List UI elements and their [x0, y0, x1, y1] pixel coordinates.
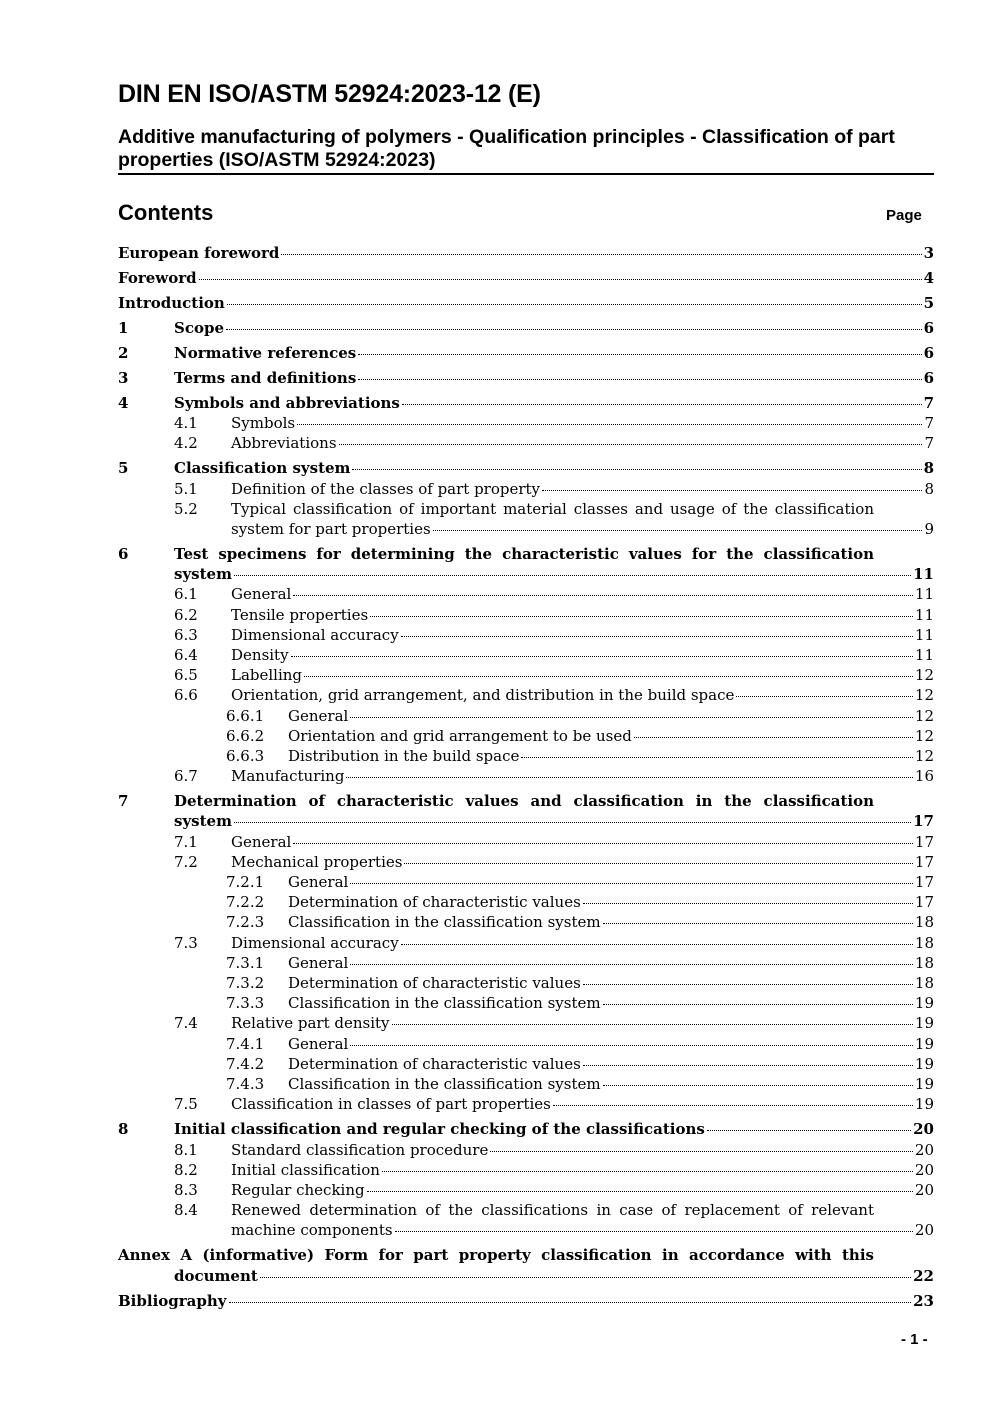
toc-entry[interactable] — [118, 243, 934, 263]
dot-leader — [293, 595, 913, 596]
toc-entry-page: 4 — [923, 269, 934, 287]
toc-entry-page: 17 — [913, 812, 934, 831]
toc-entry-title: European foreword — [118, 244, 280, 262]
toc-entry[interactable] — [118, 892, 934, 912]
dot-leader — [293, 843, 913, 844]
toc-entry-number: 3 — [118, 369, 129, 387]
toc-entry[interactable] — [118, 791, 934, 831]
dot-leader — [583, 903, 913, 904]
toc-entry-page: 12 — [914, 686, 934, 705]
toc-entry-title: Symbols and abbreviations — [174, 394, 400, 412]
toc-entry-page: 20 — [914, 1160, 934, 1179]
toc-entry-page: 8 — [923, 459, 934, 478]
toc-entry[interactable] — [118, 368, 934, 388]
toc-entry[interactable] — [118, 726, 934, 746]
toc-entry-number: 7.2 — [174, 852, 198, 871]
toc-entry[interactable] — [118, 953, 934, 973]
toc-entry-title: Determination of characteristic values — [288, 974, 581, 993]
toc-entry-page: 12 — [914, 706, 934, 725]
toc-entry[interactable] — [118, 343, 934, 363]
toc-entry[interactable] — [118, 499, 934, 539]
toc-entry-title: system — [174, 565, 232, 584]
toc-entry-title: Scope — [174, 319, 225, 337]
dot-leader — [395, 1231, 913, 1232]
toc-entry-title: Classification in the classification system — [288, 994, 601, 1013]
contents-heading: Contents — [118, 200, 214, 225]
dot-leader — [199, 279, 922, 280]
toc-entry-number: 6.2 — [174, 605, 198, 624]
toc-entry-page: 19 — [914, 1095, 934, 1114]
toc-entry-page: 20 — [913, 1120, 934, 1139]
toc-entry-number: 7.4.1 — [226, 1034, 265, 1053]
dot-leader — [297, 424, 922, 425]
toc-entry-number: 7.4 — [174, 1014, 198, 1033]
dot-leader — [370, 616, 913, 617]
toc-entry-number: 8.4 — [174, 1201, 198, 1220]
toc-entry-title: General — [288, 873, 349, 892]
toc-entry-title-line: Renewed determination of the classifications in case of replacement of relevant — [231, 1201, 874, 1220]
toc-entry-number: 6 — [118, 545, 129, 564]
toc-entry[interactable] — [118, 584, 934, 604]
toc-entry[interactable] — [118, 458, 934, 478]
toc-entry-title: Terms and definitions — [174, 369, 357, 387]
toc-entry-title: Initial classification — [231, 1160, 380, 1179]
toc-entry-number: 5.2 — [174, 499, 198, 518]
toc-entry-page: 12 — [914, 726, 934, 745]
document-title: DIN EN ISO/ASTM 52924:2023-12 (E) — [118, 80, 541, 108]
toc-entry[interactable] — [118, 665, 934, 685]
toc-entry-title: Definition of the classes of part property — [231, 479, 541, 498]
toc-entry[interactable] — [118, 766, 934, 786]
toc-entry-page: 19 — [914, 1034, 934, 1053]
toc-entry[interactable] — [118, 1291, 934, 1311]
toc-entry-number: 8.3 — [174, 1180, 198, 1199]
toc-entry-number: 8 — [118, 1120, 129, 1139]
dot-leader — [229, 1302, 912, 1303]
toc-entry-page: 17 — [914, 832, 934, 851]
toc-entry-number: 7.2.3 — [226, 913, 265, 932]
toc-entry-title: Relative part density — [231, 1014, 390, 1033]
toc-entry-title: Classification system — [174, 459, 351, 478]
toc-entry-number: 6.4 — [174, 646, 198, 665]
dot-leader — [350, 1045, 913, 1046]
toc-entry-number: 7.5 — [174, 1095, 198, 1114]
dot-leader — [603, 923, 913, 924]
dot-leader — [490, 1151, 913, 1152]
page-column-label: Page — [886, 207, 922, 224]
toc-entry-title: General — [288, 1034, 349, 1053]
toc-entry-page: 11 — [914, 585, 934, 604]
toc-entry-number: 6.1 — [174, 585, 198, 604]
toc-entry-page: 19 — [914, 1075, 934, 1094]
toc-entry-title: Dimensional accuracy — [231, 625, 399, 644]
toc-entry-page: 9 — [924, 520, 934, 539]
toc-entry-number: 6.7 — [174, 767, 198, 786]
dot-leader — [291, 656, 913, 657]
toc-entry[interactable] — [118, 933, 934, 953]
toc-entry[interactable] — [118, 1160, 934, 1180]
toc-entry-page: 6 — [923, 344, 934, 362]
toc-entry-number: 2 — [118, 344, 129, 362]
toc-entry-title-line: Test specimens for determining the characteristic values for the classification — [174, 545, 874, 564]
toc-entry-title-line: Annex A (informative) Form for part property classification in accordance with this — [118, 1246, 874, 1265]
toc-entry[interactable] — [118, 1200, 934, 1240]
toc-entry-title: General — [231, 832, 292, 851]
dot-leader — [260, 1277, 911, 1278]
toc-entry[interactable] — [118, 479, 934, 499]
dot-leader — [542, 490, 922, 491]
toc-entry-title: Bibliography — [118, 1291, 227, 1310]
dot-leader — [392, 1024, 913, 1025]
toc-entry-page: 20 — [914, 1180, 934, 1199]
toc-entry-number: 4.2 — [174, 434, 198, 453]
toc-entry-number: 7.4.3 — [226, 1075, 265, 1094]
toc-entry[interactable] — [118, 268, 934, 288]
toc-entry-title: Introduction — [118, 294, 225, 312]
toc-entry[interactable] — [118, 1119, 934, 1139]
toc-entry-number: 5.1 — [174, 479, 198, 498]
toc-entry-number: 7.4.2 — [226, 1054, 265, 1073]
toc-entry-number: 8.1 — [174, 1140, 198, 1159]
toc-entry-title: Initial classification and regular checking of the classifications — [174, 1120, 705, 1139]
toc-entry-page: 17 — [914, 893, 934, 912]
toc-entry-page: 18 — [914, 974, 934, 993]
toc-entry-number: 6.6.3 — [226, 747, 265, 766]
toc-entry-title: Labelling — [231, 666, 303, 685]
toc-entry-page: 17 — [914, 873, 934, 892]
toc-entry-page: 6 — [923, 369, 934, 387]
toc-entry-number: 7 — [118, 792, 129, 811]
toc-entry-number: 7.3.3 — [226, 994, 265, 1013]
dot-leader — [402, 404, 922, 405]
toc-entry-title: Determination of characteristic values — [288, 1054, 581, 1073]
toc-entry-title: Abbreviations — [231, 434, 337, 453]
toc-entry-title: system — [174, 812, 232, 831]
toc-entry-page: 20 — [914, 1140, 934, 1159]
toc-entry-title: system for part properties — [231, 520, 431, 539]
toc-entry-title: Classification in the classification system — [288, 1075, 601, 1094]
toc-entry-page: 11 — [914, 646, 934, 665]
dot-leader — [583, 1065, 913, 1066]
toc-entry[interactable] — [118, 1180, 934, 1200]
toc-entry-title-line: Typical classification of important material classes and usage of the classification — [231, 499, 874, 518]
toc-entry-number: 1 — [118, 319, 129, 337]
toc-entry-page: 18 — [914, 953, 934, 972]
dot-leader — [358, 379, 921, 380]
toc-entry-page: 11 — [914, 625, 934, 644]
table-of-contents — [118, 243, 934, 1311]
dot-leader — [603, 1004, 913, 1005]
toc-entry[interactable] — [118, 1034, 934, 1054]
toc-entry[interactable] — [118, 413, 934, 433]
toc-entry-page: 17 — [914, 852, 934, 871]
toc-entry[interactable] — [118, 645, 934, 665]
dot-leader — [433, 530, 923, 531]
toc-entry-number: 6.6 — [174, 686, 198, 705]
toc-entry-title: Manufacturing — [231, 767, 345, 786]
toc-entry-page: 8 — [924, 479, 934, 498]
toc-entry-title: Symbols — [231, 414, 296, 433]
toc-entry[interactable] — [118, 1013, 934, 1033]
dot-leader — [634, 737, 913, 738]
dot-leader — [404, 863, 912, 864]
toc-entry-number: 6.6.1 — [226, 706, 265, 725]
dot-leader — [603, 1085, 913, 1086]
toc-entry[interactable] — [118, 1140, 934, 1160]
dot-leader — [339, 444, 923, 445]
page-number: - 1 - — [901, 1331, 928, 1348]
toc-entry-page: 11 — [913, 565, 934, 584]
toc-entry-title: Orientation, grid arrangement, and distribution in the build space — [231, 686, 735, 705]
toc-entry-page: 11 — [914, 605, 934, 624]
toc-entry[interactable] — [118, 912, 934, 932]
toc-entry-number: 8.2 — [174, 1160, 198, 1179]
toc-entry[interactable] — [118, 318, 934, 338]
toc-entry-title: Mechanical properties — [231, 852, 403, 871]
dot-leader — [401, 636, 913, 637]
toc-entry-number: 5 — [118, 459, 129, 478]
document-subtitle: Additive manufacturing of polymers - Qualification principles - Classification of part properties (ISO/ASTM 52924:2023) — [118, 126, 934, 175]
toc-entry-title: Density — [231, 646, 289, 665]
toc-entry-page: 19 — [914, 1054, 934, 1073]
toc-entry[interactable] — [118, 1054, 934, 1074]
toc-entry[interactable] — [118, 544, 934, 584]
toc-entry-page: 5 — [923, 294, 934, 312]
toc-entry[interactable] — [118, 393, 934, 413]
dot-leader — [707, 1130, 911, 1131]
toc-entry[interactable] — [118, 1094, 934, 1114]
toc-entry-number: 7.2.1 — [226, 873, 265, 892]
toc-entry-page: 3 — [923, 244, 934, 262]
toc-entry-page: 7 — [924, 434, 934, 453]
dot-leader — [367, 1191, 913, 1192]
toc-entry-title: General — [231, 585, 292, 604]
toc-entry-title: Distribution in the build space — [288, 747, 520, 766]
dot-leader — [358, 354, 921, 355]
dot-leader — [521, 757, 913, 758]
toc-entry[interactable] — [118, 433, 934, 453]
toc-entry-number: 7.3 — [174, 933, 198, 952]
toc-entry-title: document — [174, 1266, 258, 1285]
toc-entry[interactable] — [118, 706, 934, 726]
dot-leader — [227, 304, 922, 305]
dot-leader — [234, 822, 911, 823]
dot-leader — [401, 944, 913, 945]
toc-entry-title: Regular checking — [231, 1180, 365, 1199]
toc-entry-title: Dimensional accuracy — [231, 933, 399, 952]
dot-leader — [350, 717, 913, 718]
dot-leader — [583, 984, 913, 985]
toc-entry[interactable] — [118, 605, 934, 625]
toc-entry-number: 4 — [118, 394, 129, 412]
dot-leader — [304, 676, 913, 677]
dot-leader — [234, 575, 911, 576]
dot-leader — [736, 696, 913, 697]
dot-leader — [553, 1105, 913, 1106]
toc-entry-number: 7.2.2 — [226, 893, 265, 912]
toc-entry-page: 12 — [914, 747, 934, 766]
toc-entry-title: Determination of characteristic values — [288, 893, 581, 912]
dot-leader — [226, 329, 922, 330]
toc-entry-number: 6.3 — [174, 625, 198, 644]
toc-entry-number: 6.5 — [174, 666, 198, 685]
toc-entry-page: 18 — [914, 933, 934, 952]
toc-entry-page: 19 — [914, 1014, 934, 1033]
toc-entry-title: machine components — [231, 1221, 393, 1240]
dot-leader — [346, 777, 912, 778]
toc-entry-title: Normative references — [174, 344, 357, 362]
toc-entry[interactable] — [118, 973, 934, 993]
toc-entry-page: 6 — [923, 319, 934, 337]
toc-entry-page: 7 — [923, 394, 934, 412]
toc-entry[interactable] — [118, 685, 934, 705]
toc-entry[interactable] — [118, 1245, 934, 1285]
toc-entry-title: Classification in the classification system — [288, 913, 601, 932]
dot-leader — [350, 883, 913, 884]
toc-entry-title-line: Determination of characteristic values and classification in the classification — [174, 792, 874, 811]
toc-entry-number: 4.1 — [174, 414, 198, 433]
toc-entry-title: General — [288, 953, 349, 972]
toc-entry-page: 23 — [913, 1291, 934, 1310]
toc-entry-title: General — [288, 706, 349, 725]
toc-entry-title: Classification in classes of part properties — [231, 1095, 551, 1114]
toc-entry-page: 20 — [914, 1221, 934, 1240]
toc-entry-page: 22 — [913, 1266, 934, 1285]
toc-entry[interactable] — [118, 1074, 934, 1094]
toc-entry-page: 16 — [914, 767, 934, 786]
toc-entry[interactable] — [118, 832, 934, 852]
dot-leader — [352, 469, 921, 470]
toc-entry-page: 18 — [914, 913, 934, 932]
toc-entry[interactable] — [118, 993, 934, 1013]
dot-leader — [382, 1171, 913, 1172]
toc-entry[interactable] — [118, 293, 934, 313]
toc-entry-page: 12 — [914, 666, 934, 685]
toc-entry-number: 7.1 — [174, 832, 198, 851]
toc-entry[interactable] — [118, 625, 934, 645]
toc-entry[interactable] — [118, 852, 934, 872]
toc-entry[interactable] — [118, 872, 934, 892]
toc-entry[interactable] — [118, 746, 934, 766]
toc-entry-title: Tensile properties — [231, 605, 369, 624]
toc-entry-number: 6.6.2 — [226, 726, 265, 745]
dot-leader — [281, 254, 921, 255]
toc-entry-number: 7.3.1 — [226, 953, 265, 972]
toc-entry-title: Orientation and grid arrangement to be used — [288, 726, 632, 745]
dot-leader — [350, 964, 913, 965]
toc-entry-number: 7.3.2 — [226, 974, 265, 993]
toc-entry-title: Foreword — [118, 269, 197, 287]
toc-entry-page: 7 — [924, 414, 934, 433]
toc-entry-title: Standard classification procedure — [231, 1140, 489, 1159]
toc-entry-page: 19 — [914, 994, 934, 1013]
